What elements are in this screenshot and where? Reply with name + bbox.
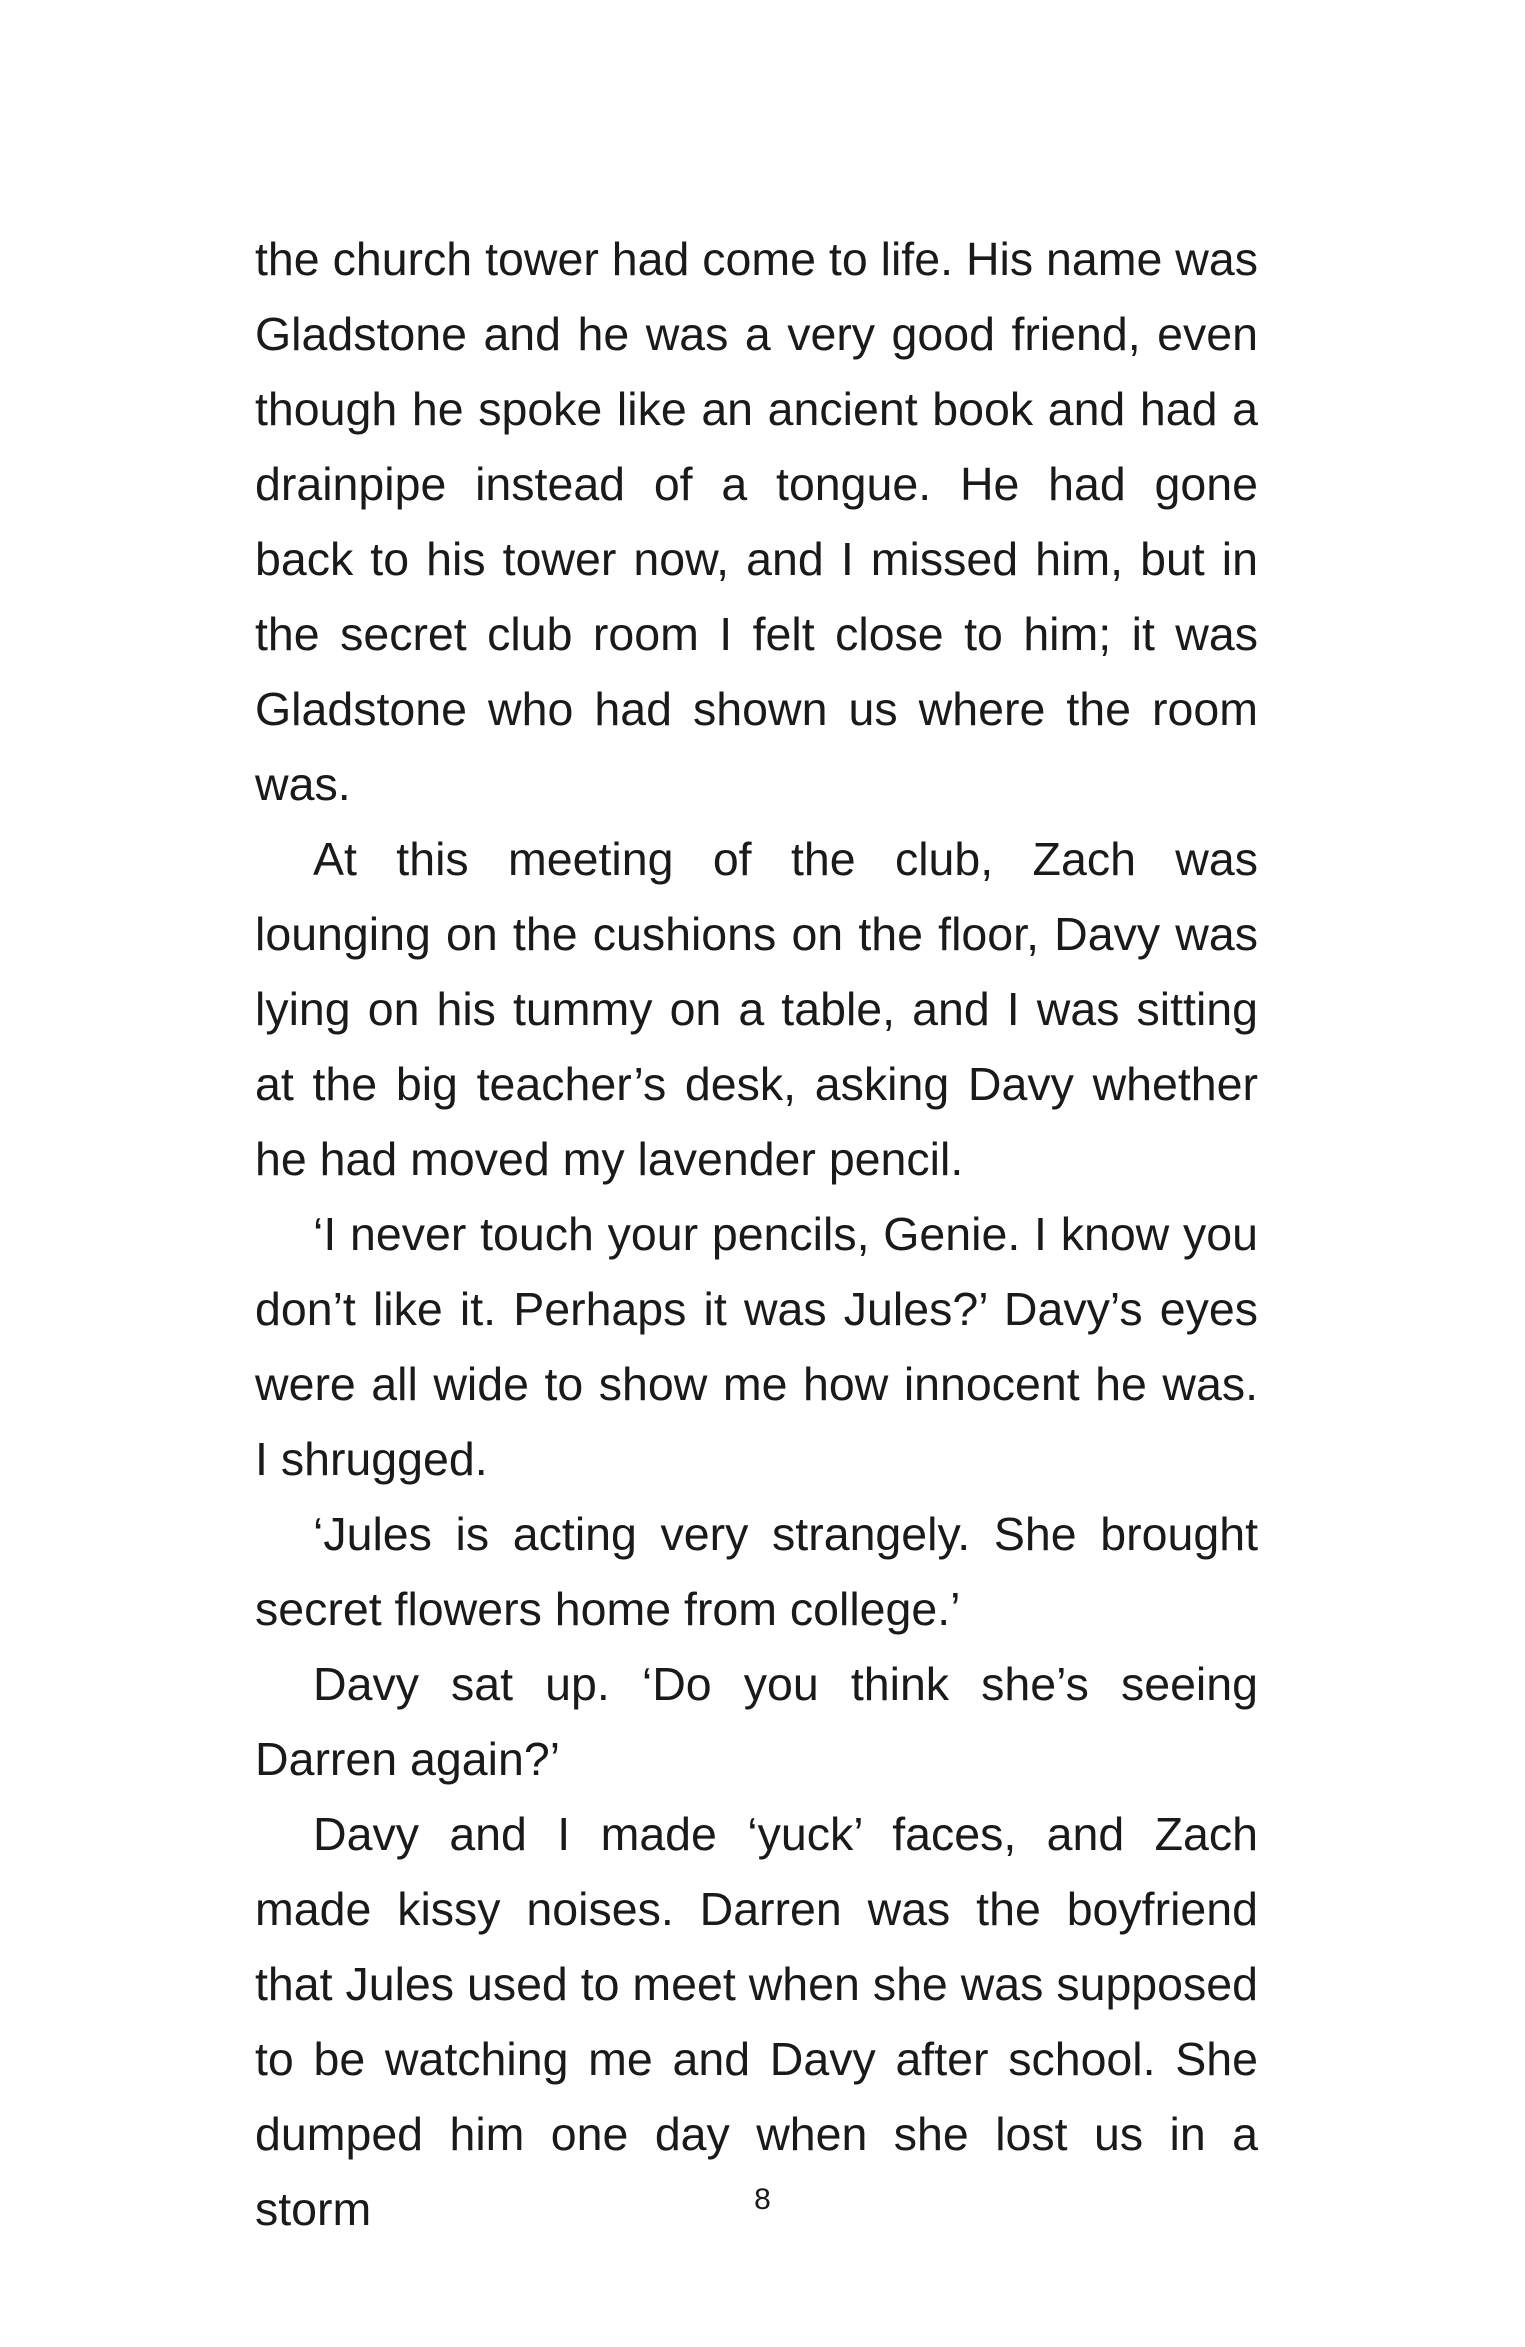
- body-text: [255, 222, 1258, 2247]
- page-number: 8: [754, 2183, 771, 2216]
- paragraph: Davy sat up. ‘Do you think she’s seeing Darren again?’: [255, 1658, 1258, 1785]
- paragraph: ‘Jules is acting very strangely. She brought secret flowers home from college.’: [255, 1508, 1258, 1635]
- paragraph: ‘I never touch your pencils, Genie. I know you don’t like it. Perhaps it was Jules?’ Davy’s eyes were all wide to show me how innocent he was. I shrugged.: [255, 1208, 1258, 1485]
- paragraph: the church tower had come to life. His name was Gladstone and he was a very good friend, even though he spoke like an ancient book and had a drainpipe instead of a tongue. He had gone back to his tower now, and I missed him, but in the secret club room I felt close to him; it was Gladstone who had shown us where the room was.: [255, 233, 1258, 810]
- paragraph: Davy and I made ‘yuck’ faces, and Zach made kissy noises. Darren was the boyfriend that Jules used to meet when she was supposed to be watching me and Davy after school. She dumped him one day when she lost us in a storm: [255, 1808, 1258, 2235]
- paragraph: At this meeting of the club, Zach was lounging on the cushions on the floor, Davy was lying on his tummy on a table, and I was sitting at the big teacher’s desk, asking Davy whether he had moved my lavender pencil.: [255, 833, 1258, 1185]
